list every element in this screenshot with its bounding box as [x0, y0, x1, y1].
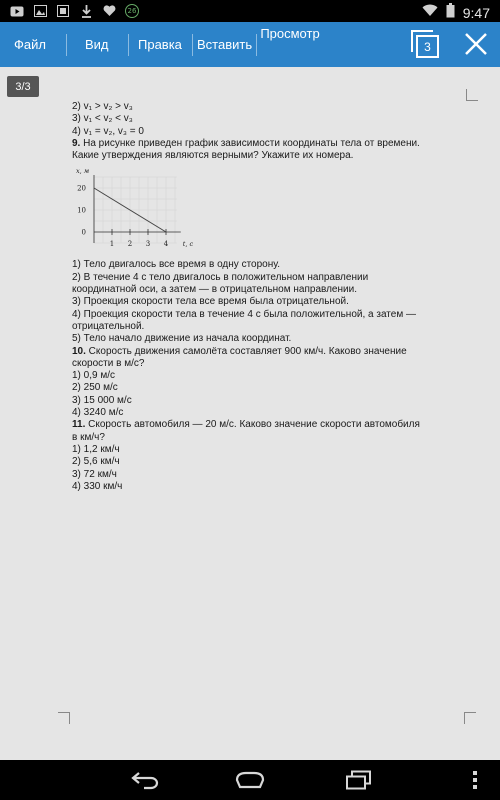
menu-divider: [192, 34, 193, 56]
q11-text-line2: в км/ч?: [72, 431, 105, 443]
home-button[interactable]: [233, 768, 267, 792]
x-axis-label: t, c: [182, 240, 194, 249]
q9-option: 4) Проекция скорости тела в течение 4 с была положительной, а затем —: [72, 308, 416, 320]
q10-text-line2: скорости в м/с?: [72, 357, 145, 369]
q9-number: 9.: [72, 137, 81, 149]
youtube-icon: [10, 5, 24, 18]
image-icon: [33, 5, 47, 18]
x-tick-label: 3: [145, 240, 151, 249]
menu-file[interactable]: Файл: [14, 37, 46, 52]
clock: 9:47: [462, 5, 490, 21]
q8-option: 3) v₁ < v₂ < v₃: [72, 113, 133, 125]
notification-icons: [10, 4, 139, 18]
menu-view[interactable]: Вид: [85, 37, 109, 52]
document-viewer[interactable]: [0, 67, 500, 760]
q9-option: координатной оси, а затем — в отрицательном направлении.: [72, 284, 357, 296]
screen-icon: [56, 5, 70, 18]
y-tick-label: 20: [77, 184, 86, 193]
menu-divider: [128, 34, 129, 56]
q11-number: 11.: [72, 419, 86, 431]
q9-option: отрицательной.: [72, 320, 145, 332]
page-corner-mark: [466, 89, 478, 101]
q9-option: 5) Тело начало движение из начала координат.: [72, 333, 292, 345]
q10-text-line1: Скорость движения самолёта составляет 900 км/ч. Каково значение: [85, 345, 407, 357]
q10-number: 10.: [72, 345, 86, 357]
back-button[interactable]: [128, 768, 162, 792]
status-bar: [0, 0, 500, 22]
x-tick-label: 4: [163, 240, 169, 249]
page-corner-mark: [464, 712, 476, 724]
y-tick-label: 10: [77, 206, 86, 215]
q10-text: [72, 346, 472, 358]
q9-text-line1: На рисунке приведен график зависимости координаты тела от времени.: [80, 137, 420, 149]
q9-option: 3) Проекция скорости тела все время была отрицательной.: [72, 296, 349, 308]
toolbar: [0, 22, 500, 67]
menu-button[interactable]: [458, 768, 492, 792]
q10-option: 4) 3240 м/с: [72, 407, 124, 419]
wifi-icon: [422, 4, 438, 22]
menu-edit[interactable]: Правка: [138, 37, 182, 52]
q8-option: 2) v₁ > v₂ > v₃: [72, 101, 133, 112]
q8-option: 4) v₁ = v₂, v₃ = 0: [72, 125, 144, 137]
position-time-chart: [72, 164, 212, 256]
x-tick-label: 2: [127, 240, 133, 249]
close-icon: [462, 30, 490, 58]
system-icons: [422, 3, 490, 23]
y-axis-label: x, м: [76, 167, 90, 176]
q11-option: 1) 1,2 км/ч: [72, 443, 120, 455]
q10-option: 1) 0,9 м/с: [72, 370, 116, 382]
q10-option: 3) 15 000 м/с: [72, 394, 132, 406]
x-tick-label: 1: [109, 240, 115, 249]
q9-text-line2: Какие утверждения являются верными? Укажите их номера.: [72, 150, 354, 162]
recent-apps-icon: [345, 770, 373, 790]
battery-icon: [446, 3, 455, 23]
q9-option: 2) В течение 4 с тело двигалось в положительном направлении: [72, 271, 369, 283]
download-icon: [79, 5, 93, 18]
notification-icon: 26: [125, 4, 139, 18]
pages-button[interactable]: [411, 30, 439, 58]
menu-divider: [66, 34, 67, 56]
q11-option: 3) 72 км/ч: [72, 468, 117, 480]
page-count: 3: [416, 35, 439, 58]
menu-icon: [471, 770, 479, 790]
menu-preview[interactable]: Просмотр: [260, 26, 320, 41]
q11-option: 4) 330 км/ч: [72, 480, 123, 492]
q10-option: 2) 250 м/с: [72, 382, 118, 394]
recent-apps-button[interactable]: [342, 768, 376, 792]
q11-option: 2) 5,6 км/ч: [72, 456, 120, 468]
back-icon: [130, 770, 160, 790]
q9-text: [72, 138, 472, 150]
heart-icon: [102, 5, 116, 18]
navigation-bar: [0, 760, 500, 800]
close-button[interactable]: [462, 30, 490, 58]
page-corner-mark: [58, 712, 70, 724]
q11-text: [72, 419, 472, 431]
document-page: [72, 101, 472, 493]
home-icon: [234, 771, 266, 789]
y-tick-label: 0: [81, 228, 86, 237]
menu-insert[interactable]: Вставить: [197, 37, 253, 52]
menu-divider: [256, 34, 257, 56]
page-indicator: 3/3: [7, 76, 39, 97]
q11-text-line1: Скорость автомобиля — 20 м/с. Каково значение скорости автомобиля: [85, 419, 420, 431]
q9-option: 1) Тело двигалось все время в одну сторону.: [72, 259, 281, 271]
